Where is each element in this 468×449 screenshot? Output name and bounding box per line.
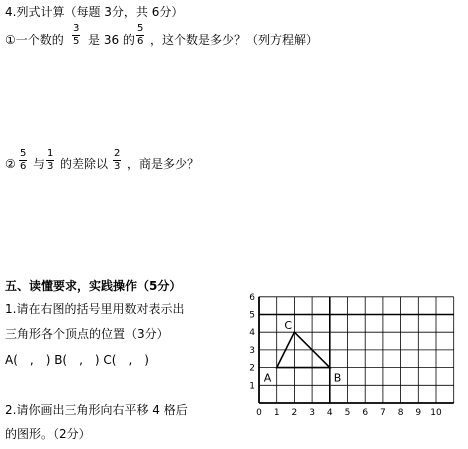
q2-fraction-3 xyxy=(113,149,121,172)
x-tick-label: 3 xyxy=(309,408,315,418)
x-tick-label: 10 xyxy=(430,408,442,418)
x-tick-label: 0 xyxy=(256,408,262,418)
fraction-numerator: 5 xyxy=(137,23,144,34)
x-tick-label: 2 xyxy=(291,408,298,418)
x-tick-label: 6 xyxy=(362,408,369,418)
problem-4-title: 4.列式计算（每题 3分，共 6分） xyxy=(5,5,184,19)
vertex-label-a: A xyxy=(263,371,272,385)
q1-fraction-2 xyxy=(136,24,144,47)
q1-fraction-1 xyxy=(72,24,80,47)
fraction-denominator: 6 xyxy=(20,161,27,172)
y-tick-label: 5 xyxy=(249,310,255,321)
y-tick-label: 4 xyxy=(249,328,255,339)
x-tick-label: 7 xyxy=(380,408,386,418)
y-tick-label: 6 xyxy=(249,292,255,303)
vertex-label-c: C xyxy=(284,319,293,333)
q1-middle: 是 36 的 xyxy=(88,33,135,47)
fraction-numerator: 5 xyxy=(20,148,27,159)
x-tick-label: 1 xyxy=(273,408,280,418)
vertex-labels xyxy=(264,319,342,384)
section-5-q1-line-2: 三角形各个顶点的位置（3分） xyxy=(5,327,169,341)
axes xyxy=(259,297,454,403)
section-5-title: 五、读懂要求，实践操作（5分） xyxy=(5,279,182,293)
q2-fraction-1 xyxy=(19,149,27,172)
fraction-numerator: 2 xyxy=(114,148,121,159)
fraction-denominator: 6 xyxy=(137,36,144,47)
q1-prefix: ①一个数的 xyxy=(5,33,64,47)
triangle-abc xyxy=(277,332,330,367)
triangle-shape xyxy=(277,332,330,367)
section-5-q2-line-2: 的图形。（2分） xyxy=(5,427,91,441)
q2-prefix: ② xyxy=(5,157,16,171)
y-tick-label: 1 xyxy=(249,381,255,392)
y-tick-label: 3 xyxy=(249,345,255,356)
fraction-denominator: 5 xyxy=(73,36,80,47)
section-5-q1-line-1: 1.请在右图的括号里用数对表示出 xyxy=(5,302,185,316)
x-tick-label: 5 xyxy=(344,408,351,418)
q2-fraction-2 xyxy=(46,149,54,172)
section-5-q1-answer-line: A( , ) B( , ) C( , ) xyxy=(5,353,149,367)
vertex-label-b: B xyxy=(333,371,342,385)
x-tick-label: 8 xyxy=(397,408,404,418)
q1-suffix: ，这个数是多少？（列方程解） xyxy=(150,33,319,47)
q2-suffix: ，商是多少？ xyxy=(127,157,200,171)
x-tick-label: 9 xyxy=(415,408,422,418)
tick-labels xyxy=(249,293,442,418)
fraction-denominator: 3 xyxy=(47,161,54,172)
fraction-numerator: 3 xyxy=(73,23,80,34)
fraction-denominator: 3 xyxy=(114,161,121,172)
q2-middle: 的差除以 xyxy=(60,157,109,171)
fraction-numerator: 1 xyxy=(47,148,54,159)
y-tick-label: 2 xyxy=(249,363,255,374)
section-5-q2-line-1: 2.请你画出三角形向右平移 4 格后 xyxy=(5,403,188,417)
q2-with: 与 xyxy=(33,157,46,171)
x-tick-label: 4 xyxy=(326,408,333,418)
grid-lines xyxy=(259,297,454,403)
